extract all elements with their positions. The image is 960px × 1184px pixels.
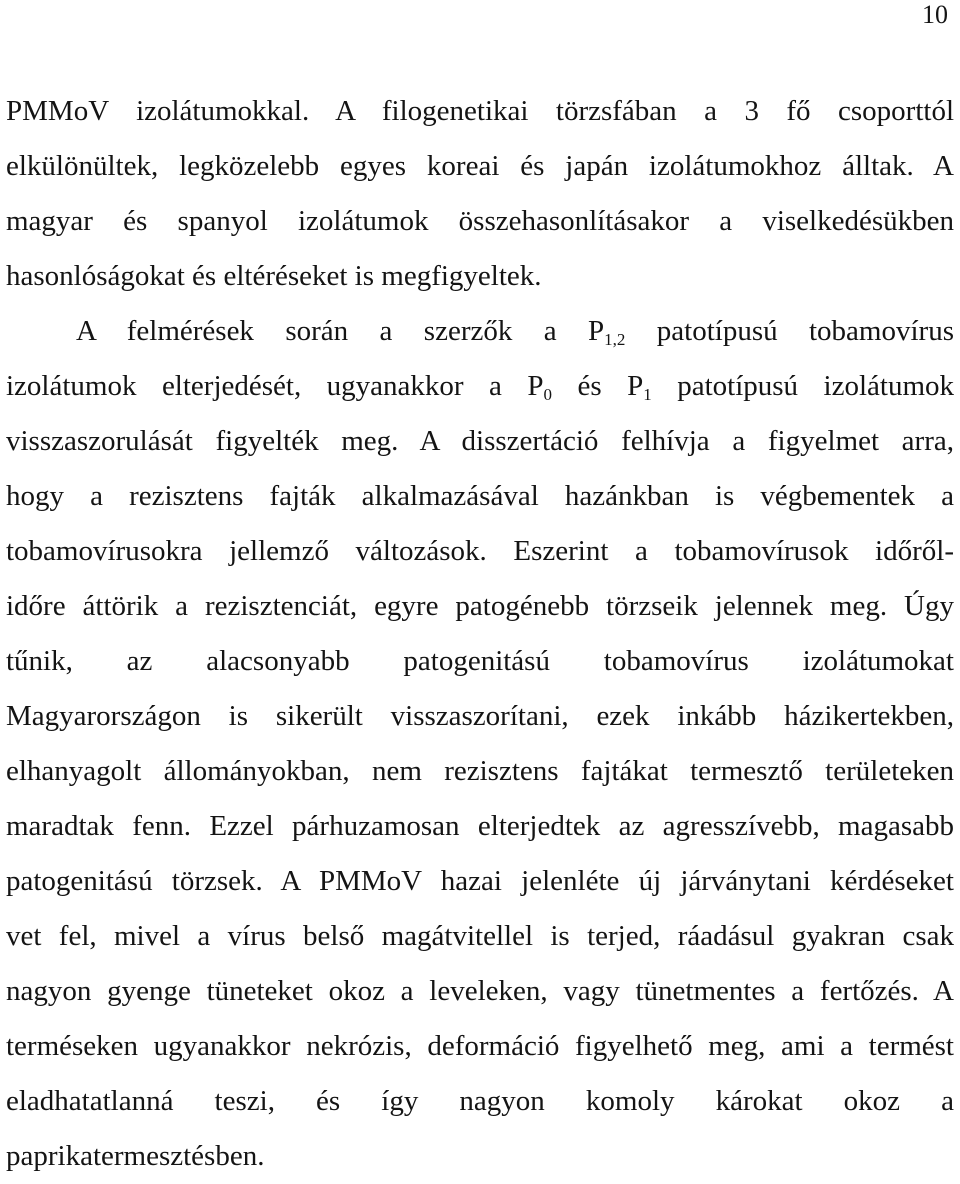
text-line: maradtak fenn. Ezzel párhuzamosan elterjedtek az agresszívebb, magasabb — [6, 810, 954, 842]
page-number: 10 — [922, 0, 948, 29]
text-line: visszaszorulását figyelték meg. A disszertáció felhívja a figyelmet arra, — [6, 425, 954, 457]
text-line: időre áttörik a rezisztenciát, egyre patogénebb törzseik jelennek meg. Úgy — [6, 590, 954, 622]
text-segment: patotípusú tobamovírus — [625, 315, 954, 347]
text-line: elhanyagolt állományokban, nem rezisztens fajtákat termesztő területeken — [6, 755, 954, 787]
text-line — [6, 359, 954, 414]
text-line: paprikatermesztésben. — [6, 1140, 265, 1172]
text-line: nagyon gyenge tüneteket okoz a leveleken, vagy tünetmentes a fertőzés. A — [6, 975, 954, 1007]
subscript: 0 — [543, 385, 553, 404]
subscript: 1,2 — [604, 330, 626, 349]
text-segment: patotípusú izolátumok — [651, 370, 954, 402]
text-line: vet fel, mivel a vírus belső magátvitellel is terjed, ráadásul gyakran csak — [6, 920, 954, 952]
text-line: Magyarországon is sikerült visszaszorítani, ezek inkább házikertekben, — [6, 700, 954, 732]
body-text — [6, 84, 954, 1184]
paragraph-start-line — [6, 304, 954, 359]
text-line: eladhatatlanná teszi, és így nagyon komoly károkat okoz a — [6, 1085, 954, 1117]
text-line: hogy a rezisztens fajták alkalmazásával hazánkban is végbementek a — [6, 480, 954, 512]
text-line: tobamovírusokra jellemző változások. Eszerint a tobamovírusok időről- — [6, 535, 954, 567]
text-line: elkülönültek, legközelebb egyes koreai és japán izolátumokhoz álltak. A — [6, 150, 954, 182]
text-line: patogenitású törzsek. A PMMoV hazai jelenléte új járványtani kérdéseket — [6, 865, 954, 897]
text-line: terméseken ugyanakkor nekrózis, deformáció figyelhető meg, ami a termést — [6, 1030, 954, 1062]
text-segment: és P — [552, 370, 644, 402]
text-segment: A felmérések során a szerzők a P — [76, 315, 605, 347]
subscript: 1 — [643, 385, 652, 404]
text-line: PMMoV izolátumokkal. A filogenetikai törzsfában a 3 fő csoporttól — [6, 95, 954, 127]
text-line: tűnik, az alacsonyabb patogenitású tobamovírus izolátumokat — [6, 645, 954, 677]
text-line: hasonlóságokat és eltéréseket is megfigyeltek. — [6, 260, 542, 292]
text-segment: izolátumok elterjedését, ugyanakkor a P — [6, 370, 544, 402]
text-line: magyar és spanyol izolátumok összehasonlításakor a viselkedésükben — [6, 205, 954, 237]
